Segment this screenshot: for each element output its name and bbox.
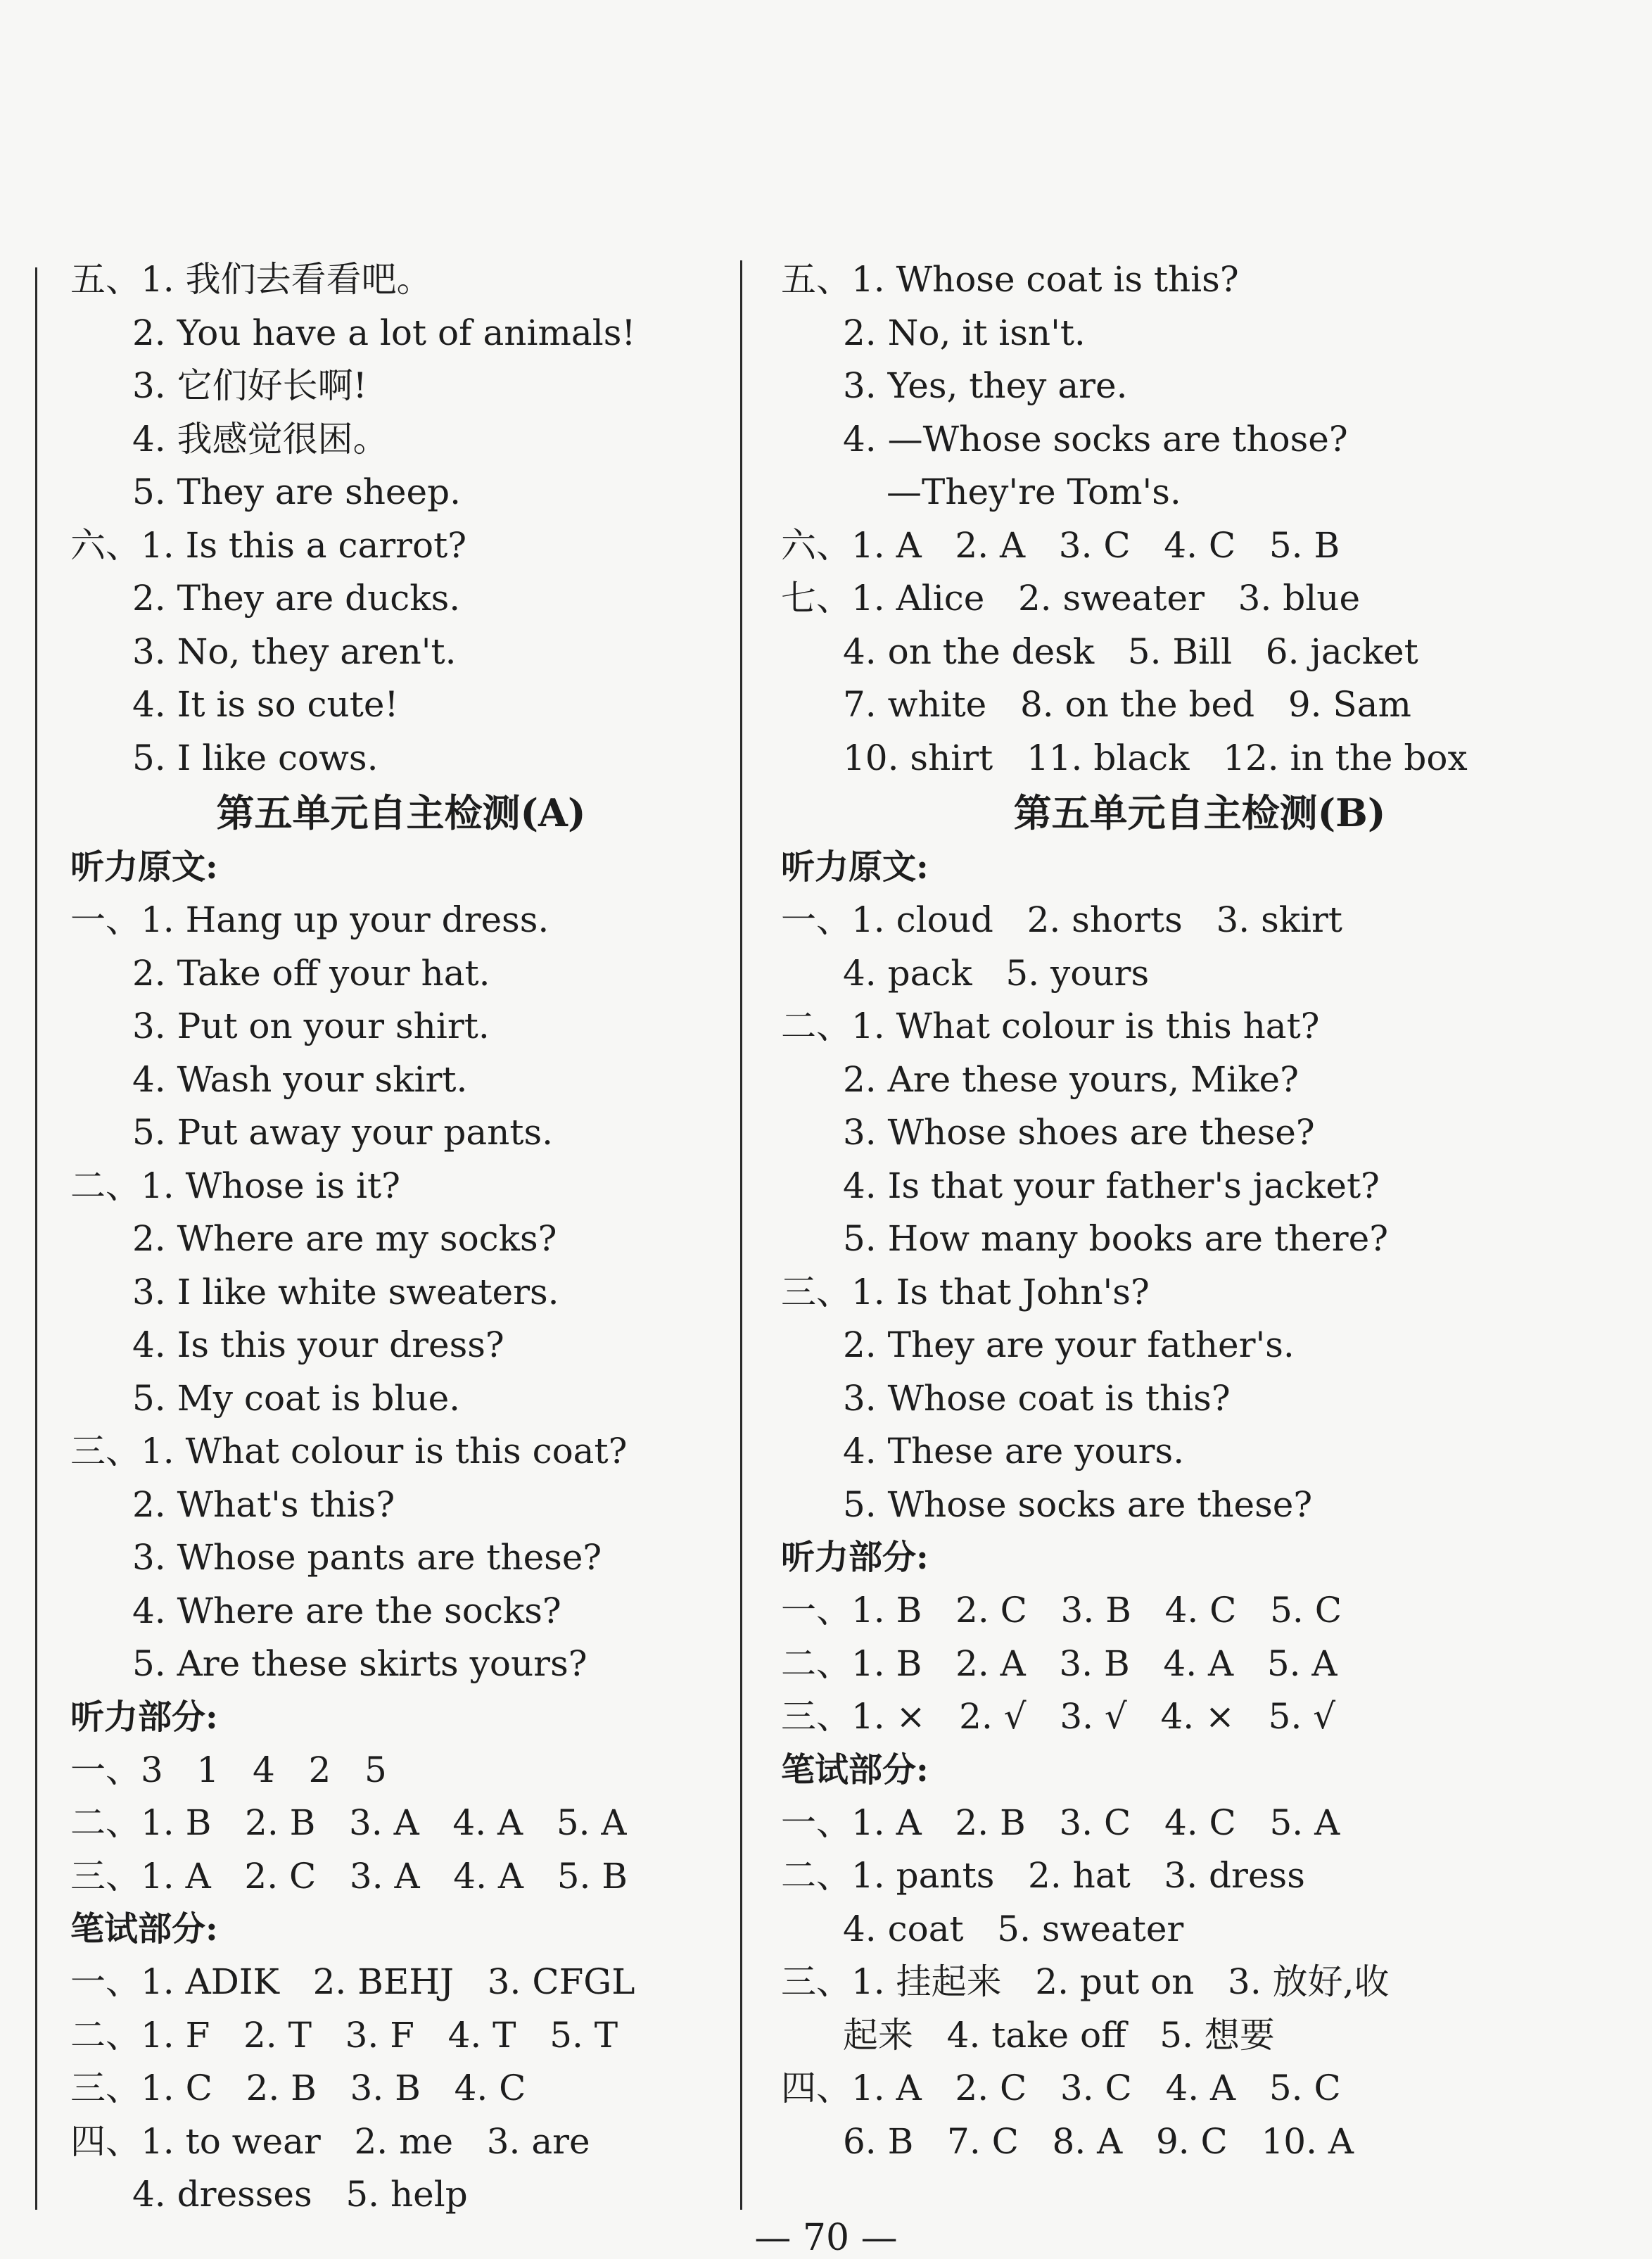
subsection-label: 笔试部分: bbox=[781, 1749, 929, 1790]
answer-line: 六、1. A 2. A 3. C 4. C 5. B bbox=[781, 524, 1340, 566]
answer-line: 四、1. A 2. C 3. C 4. A 5. C bbox=[781, 2068, 1341, 2108]
answer-line: 三、1. What colour is this coat? bbox=[70, 1431, 628, 1472]
answer-line: 3. Whose shoes are these? bbox=[843, 1112, 1315, 1153]
answer-line: 六、1. Is this a carrot? bbox=[70, 524, 467, 566]
answer-line: 4. It is so cute! bbox=[132, 684, 399, 725]
subsection-label: 听力原文: bbox=[781, 847, 929, 887]
answer-line: 五、1. 我们去看看吧。 bbox=[70, 259, 432, 300]
subsection-label: 笔试部分: bbox=[70, 1909, 218, 1949]
answer-line: —They're Tom's. bbox=[887, 472, 1181, 512]
subsection-label: 听力部分: bbox=[781, 1538, 929, 1577]
answer-line: 10. shirt 11. black 12. in the box bbox=[843, 737, 1468, 778]
answer-line: 四、1. to wear 2. me 3. are bbox=[70, 2120, 590, 2162]
answer-line: 2. You have a lot of animals! bbox=[132, 312, 636, 353]
right-column bbox=[781, 253, 1618, 2168]
answer-line: 5. Put away your pants. bbox=[132, 1112, 553, 1153]
answer-line: 4. coat 5. sweater bbox=[843, 1908, 1184, 1949]
answer-line: 4. 我感觉很困。 bbox=[132, 418, 388, 460]
answer-line: 五、1. Whose coat is this? bbox=[781, 259, 1239, 300]
answer-line: 4. pack 5. yours bbox=[843, 952, 1150, 994]
answer-line: 二、1. F 2. T 3. F 4. T 5. T bbox=[70, 2014, 618, 2056]
answer-line: 三、1. × 2. √ 3. √ 4. × 5. √ bbox=[781, 1696, 1336, 1737]
answer-line: 4. —Whose socks are those? bbox=[843, 418, 1348, 460]
answer-line: 5. They are sheep. bbox=[132, 472, 462, 512]
answer-line: 3. 它们好长啊! bbox=[132, 365, 367, 406]
answer-line: 三、1. C 2. B 3. B 4. C bbox=[70, 2068, 526, 2108]
answer-line: 4. on the desk 5. Bill 6. jacket bbox=[843, 631, 1418, 672]
answer-line: 二、1. Whose is it? bbox=[70, 1165, 400, 1206]
answer-line: 3. Put on your shirt. bbox=[132, 1006, 490, 1046]
answer-line: 二、1. pants 2. hat 3. dress bbox=[781, 1855, 1305, 1896]
answer-line: 二、1. What colour is this hat? bbox=[781, 1006, 1320, 1046]
answer-line: 2. They are your father's. bbox=[843, 1324, 1295, 1365]
answer-line: 2. Where are my socks? bbox=[132, 1218, 557, 1259]
answer-line: 5. Are these skirts yours? bbox=[132, 1643, 587, 1684]
left-margin-rule bbox=[35, 267, 37, 2210]
answer-line: 5. My coat is blue. bbox=[132, 1377, 461, 1419]
answer-line: 5. I like cows. bbox=[132, 737, 379, 778]
subsection-label: 听力部分: bbox=[70, 1697, 218, 1737]
answer-line: 2. Take off your hat. bbox=[132, 952, 490, 994]
answer-line: 4. Is this your dress? bbox=[132, 1324, 504, 1365]
answer-line: 7. white 8. on the bed 9. Sam bbox=[843, 684, 1411, 725]
answer-line: 2. They are ducks. bbox=[132, 578, 461, 619]
answer-line: 3. No, they aren't. bbox=[132, 631, 457, 672]
left-column bbox=[70, 253, 732, 2222]
answer-line: 一、3 1 4 2 5 bbox=[70, 1749, 387, 1790]
answer-line: 二、1. B 2. A 3. B 4. A 5. A bbox=[781, 1643, 1338, 1684]
answer-line: 起来 4. take off 5. 想要 bbox=[843, 2014, 1275, 2056]
subsection-label: 听力原文: bbox=[70, 847, 218, 887]
answer-line: 2. No, it isn't. bbox=[843, 312, 1086, 353]
answer-line: 2. Are these yours, Mike? bbox=[843, 1058, 1299, 1100]
answer-line: 4. dresses 5. help bbox=[132, 2174, 468, 2215]
answer-line: 4. Where are the socks? bbox=[132, 1590, 561, 1631]
answer-line: 三、1. Is that John's? bbox=[781, 1271, 1150, 1312]
answer-line: 三、1. A 2. C 3. A 4. A 5. B bbox=[70, 1855, 628, 1897]
answer-line: 一、1. B 2. C 3. B 4. C 5. C bbox=[781, 1590, 1342, 1631]
page-number: — 70 — bbox=[754, 2217, 898, 2259]
column-divider bbox=[740, 260, 742, 2210]
answer-line: 3. Yes, they are. bbox=[843, 365, 1128, 406]
answer-line: 一、1. A 2. B 3. C 4. C 5. A bbox=[781, 1802, 1340, 1843]
section-heading: 第五单元自主检测(B) bbox=[1013, 790, 1386, 835]
answer-line: 3. Whose coat is this? bbox=[843, 1377, 1231, 1419]
answer-line: 三、1. 挂起来 2. put on 3. 放好,收 bbox=[781, 1961, 1390, 2002]
answer-line: 5. Whose socks are these? bbox=[843, 1483, 1313, 1525]
answer-line: 二、1. B 2. B 3. A 4. A 5. A bbox=[70, 1802, 627, 1843]
answer-line: 3. I like white sweaters. bbox=[132, 1271, 559, 1312]
answer-line: 4. These are yours. bbox=[843, 1431, 1185, 1472]
answer-line: 3. Whose pants are these? bbox=[132, 1537, 602, 1578]
answer-line: 2. What's this? bbox=[132, 1483, 395, 1525]
answer-line: 4. Wash your skirt. bbox=[132, 1058, 468, 1100]
answer-line: 一、1. cloud 2. shorts 3. skirt bbox=[781, 899, 1343, 940]
answer-line: 4. Is that your father's jacket? bbox=[843, 1165, 1380, 1206]
answer-line: 七、1. Alice 2. sweater 3. blue bbox=[781, 578, 1361, 619]
answer-line: 5. How many books are there? bbox=[843, 1218, 1388, 1259]
answer-line: 一、1. Hang up your dress. bbox=[70, 899, 549, 940]
answer-line: 一、1. ADIK 2. BEHJ 3. CFGL bbox=[70, 1961, 635, 2002]
section-heading: 第五单元自主检测(A) bbox=[216, 790, 586, 835]
answer-line: 6. B 7. C 8. A 9. C 10. A bbox=[843, 2120, 1354, 2162]
